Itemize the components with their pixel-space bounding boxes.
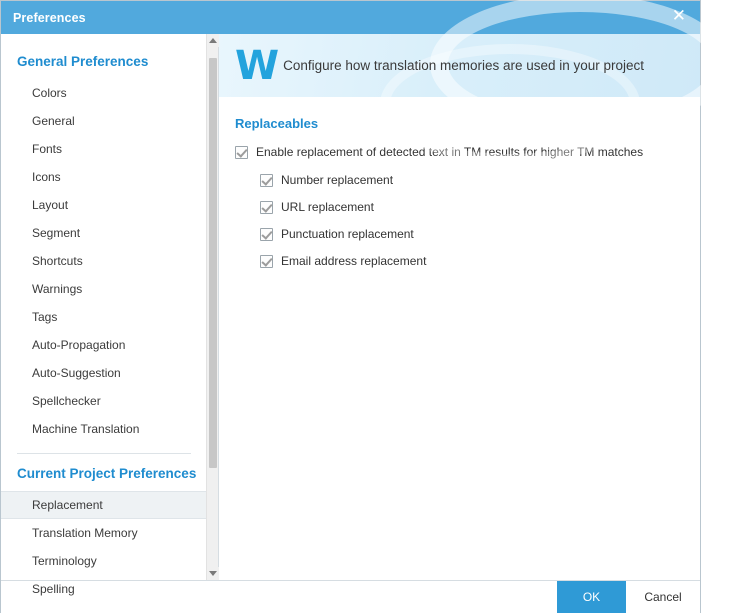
sidebar-item-terminology[interactable]: Terminology (32, 554, 97, 568)
enable-replacement-label: Enable replacement of detected text in TM results for higher TM matches (256, 145, 644, 159)
sidebar-list (1, 34, 207, 596)
sidebar-item-colors[interactable]: Colors (32, 86, 67, 100)
sidebar-item-translation-memory[interactable]: Translation Memory (32, 526, 138, 540)
group-title-replaceables: Replaceables (235, 116, 319, 131)
punctuation-replacement-checkbox[interactable] (260, 228, 273, 241)
scroll-up-icon[interactable] (207, 34, 219, 47)
sidebar-item-general[interactable]: General (32, 114, 75, 128)
sidebar-item-replacement[interactable]: Replacement (1, 491, 207, 519)
content-pane (219, 34, 700, 580)
url-replacement-checkbox[interactable] (260, 201, 273, 214)
replaceables-panel (219, 98, 700, 268)
sidebar-section-current-project: Current Project Preferences (17, 466, 197, 481)
email-replacement-label: Email address replacement (281, 254, 427, 268)
sidebar-item-warnings[interactable]: Warnings (32, 282, 83, 296)
ok-button[interactable]: OK (557, 581, 626, 613)
scroll-down-icon[interactable] (207, 567, 219, 580)
window-title: Preferences (13, 10, 86, 25)
url-replacement-label: URL replacement (281, 200, 374, 214)
sidebar-item-layout[interactable]: Layout (32, 198, 69, 212)
sidebar-scrollbar[interactable] (206, 34, 218, 580)
sidebar-item-spellchecker[interactable]: Spellchecker (32, 394, 101, 408)
sidebar-divider (17, 453, 191, 454)
sidebar-item-shortcuts[interactable]: Shortcuts (32, 254, 83, 268)
url-replacement-row[interactable] (260, 200, 684, 214)
sidebar-item-auto-propagation[interactable]: Auto-Propagation (32, 338, 126, 352)
sidebar-item-machine-translation[interactable]: Machine Translation (32, 422, 140, 436)
enable-replacement-row[interactable] (235, 145, 684, 159)
number-replacement-checkbox[interactable] (260, 174, 273, 187)
dialog-body (1, 34, 700, 596)
email-replacement-row[interactable] (260, 254, 684, 268)
punctuation-replacement-label: Punctuation replacement (281, 227, 414, 241)
wordfast-logo-icon: W (235, 42, 276, 89)
sidebar-item-fonts[interactable]: Fonts (32, 142, 63, 156)
sidebar-item-segment[interactable]: Segment (32, 226, 81, 240)
sidebar-item-auto-suggestion[interactable]: Auto-Suggestion (32, 366, 121, 380)
punctuation-replacement-row[interactable] (260, 227, 684, 241)
sidebar-section-general: General Preferences (17, 54, 149, 69)
sidebar-item-spelling[interactable]: Spelling (32, 582, 75, 596)
close-icon[interactable]: ✕ (671, 6, 686, 26)
enable-replacement-checkbox[interactable] (235, 146, 248, 159)
email-replacement-checkbox[interactable] (260, 255, 273, 268)
number-replacement-label: Number replacement (281, 173, 394, 187)
sidebar-item-icons[interactable]: Icons (32, 170, 61, 184)
number-replacement-row[interactable] (260, 173, 684, 187)
scrollbar-thumb[interactable] (209, 58, 217, 468)
cancel-button[interactable]: Cancel (626, 581, 700, 613)
sidebar-item-tags[interactable]: Tags (32, 310, 58, 324)
banner (219, 34, 700, 98)
title-bar (1, 1, 700, 34)
sidebar (1, 34, 219, 596)
banner-description: Configure how translation memories are used in your project (283, 58, 645, 73)
